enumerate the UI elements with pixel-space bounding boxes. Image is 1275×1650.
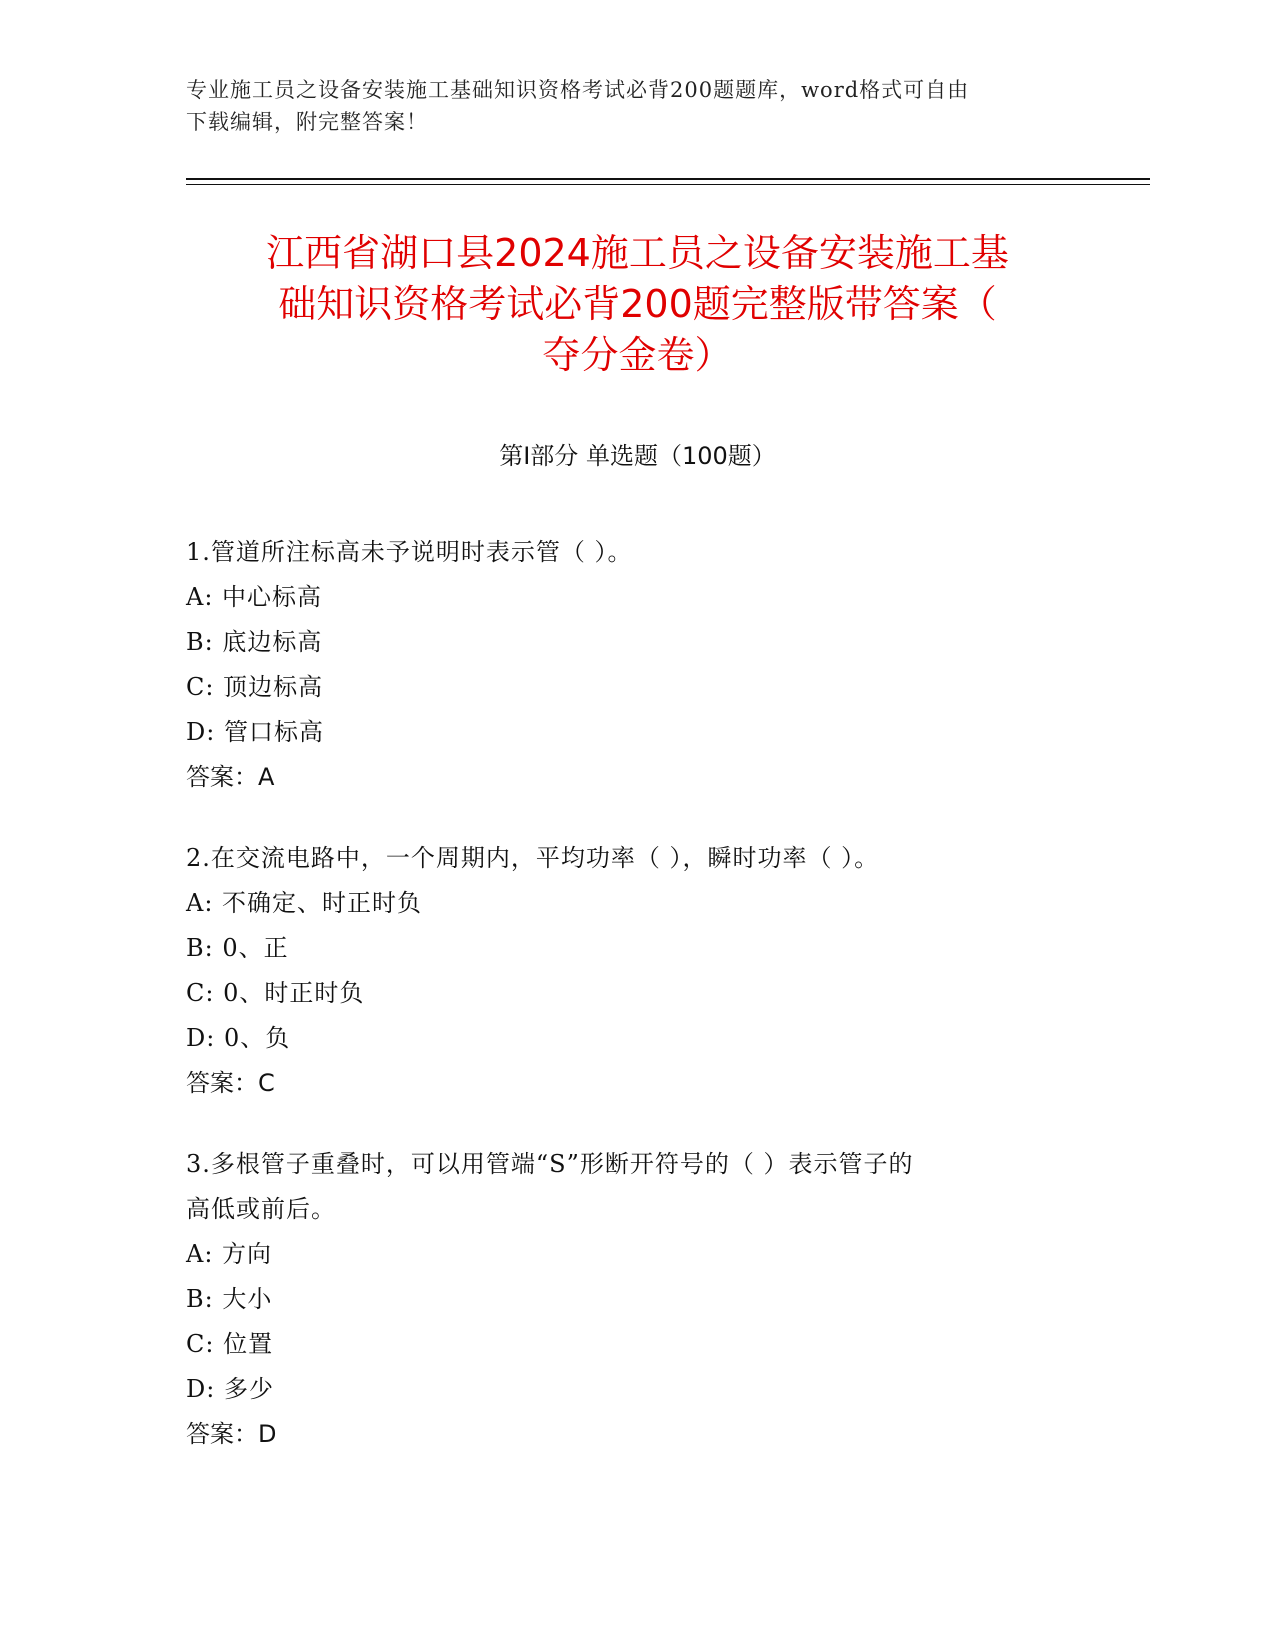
title-line: 础知识资格考试必背200题完整版带答案（ [278,282,997,326]
question-stem-line: 1.管道所注标高未予说明时表示管（ ）。 [186,538,633,566]
option-b: B: 0、正 [186,934,289,962]
header-note-line: 专业施工员之设备安装施工基础知识资格考试必背200题题库，word格式可自由 [186,78,970,102]
document-title [160,228,1115,381]
question-stem [186,836,1086,881]
answer-label: 答案：C [186,1069,275,1097]
header-note-line: 下载编辑，附完整答案！ [186,110,428,134]
option-a: A: 不确定、时正时负 [186,889,423,917]
question-stem-line: 高低或前后。 [186,1195,336,1223]
option-c: C: 顶边标高 [186,673,324,701]
answer-label: 答案：A [186,763,275,791]
question-stem [186,1142,1086,1232]
header-divider-thin [186,184,1150,185]
question-stem-line: 3.多根管子重叠时，可以用管端“S”形断开符号的（ ）表示管子的 [186,1150,914,1178]
option-c: C: 0、时正时负 [186,979,365,1007]
question-item [186,1142,1086,1457]
question-item [186,836,1086,1106]
option-b: B: 底边标高 [186,628,323,656]
question-list [186,530,1086,1493]
option-b: B: 大小 [186,1285,273,1313]
option-d: D: 管口标高 [186,718,324,746]
section-title: 第I部分 单选题（100题） [499,442,776,470]
question-item [186,530,1086,800]
header-note [186,74,1066,138]
option-a: A: 方向 [186,1240,273,1268]
option-d: D: 0、负 [186,1024,291,1052]
option-d: D: 多少 [186,1375,274,1403]
question-stem-line: 2.在交流电路中，一个周期内，平均功率（ ），瞬时功率（ ）。 [186,844,880,872]
title-line: 江西省湖口县2024施工员之设备安装施工基 [266,231,1009,275]
answer-label: 答案：D [186,1420,277,1448]
question-stem [186,530,1086,575]
header-divider-thick [186,178,1150,180]
option-c: C: 位置 [186,1330,274,1358]
title-line: 夺分金卷） [542,333,733,377]
option-a: A: 中心标高 [186,583,323,611]
